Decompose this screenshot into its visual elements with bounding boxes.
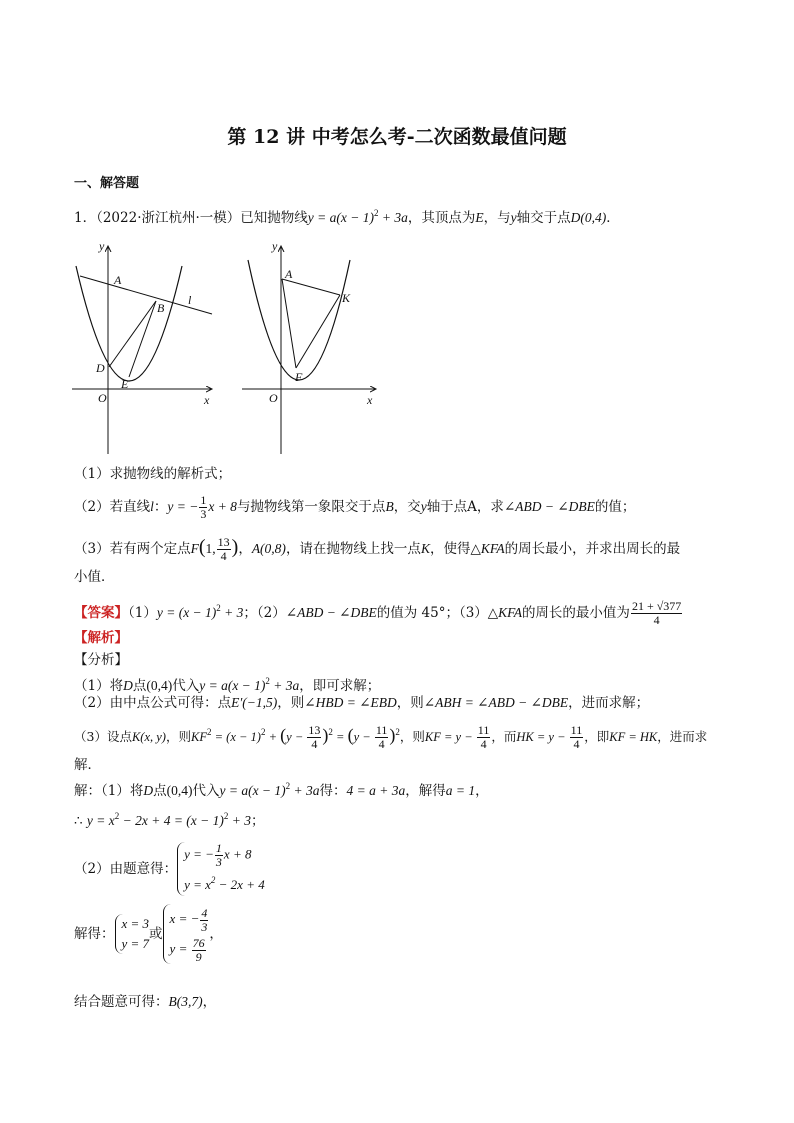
fraction: $\frac{11}{4}$ — [570, 723, 583, 751]
step-3-cont: 解． — [74, 757, 101, 773]
step-1: （1）将D点(0,4)代入$y = a(x - 1)^2 + 3a$，即可求解； — [74, 676, 381, 694]
fraction: $\frac{11}{4}$ — [375, 723, 388, 751]
parabola — [76, 266, 182, 381]
step-2: （2）由中点公式可得：点E′(−1,5)，则∠HBD = ∠EBD，则∠ABH = ∠ABD − ∠DBE，进而求解； — [74, 695, 650, 711]
label-E: E — [121, 377, 129, 391]
solution-2-conclusion: 结合题意可得：B(3,7)， — [74, 994, 217, 1010]
page-title: 第 12 讲 中考怎么考-二次函数最值问题 — [227, 126, 567, 148]
root-system-1: x = 3 y = 7 — [115, 914, 150, 954]
segment-FK — [296, 295, 340, 368]
fraction: $\frac{13}{4}$ — [217, 535, 230, 563]
label-x: x — [367, 393, 373, 407]
fraction: $\frac{13}{4}$ — [308, 723, 321, 751]
label-y: y — [272, 239, 278, 253]
analysis-tag: 【解析】 — [74, 630, 128, 646]
part-2: （2）若直线l：y = − $\frac{1}{3}$ x + 8与抛物线第一象限交于点B，交y轴于点A，求∠ABD − ∠DBE的值； — [74, 493, 636, 521]
part-1: （1）求抛物线的解析式； — [74, 466, 232, 482]
solution-2-roots: 解得： x = 3 y = 7 或 x = − $\frac{4}{3}$ y = $\frac{76}{9}$ ， — [74, 905, 223, 964]
fraction: $\frac{1}{3}$ — [200, 493, 207, 521]
figure-2 — [236, 236, 386, 456]
line-l — [80, 276, 212, 314]
fraction: $\frac{21 + √377}{4}$ — [631, 599, 682, 627]
segment-EB — [129, 301, 156, 377]
parabola — [248, 260, 350, 380]
question-number: 1． — [74, 210, 97, 226]
label-O: O — [269, 391, 278, 405]
label-x: x — [204, 393, 210, 407]
fraction: $\frac{11}{4}$ — [477, 723, 490, 751]
label-B: B — [157, 301, 165, 315]
label-O: O — [98, 391, 107, 405]
step-3: （3）设点K(x, y)，则$KF^2 = (x - 1)^2 + (y$ − $\frac{13}{4}$ )$^2$ = (y − $\frac{11}{4}$ )$^2$，则KF = y − $\frac{11}{4}$ ，而HK = y − $\frac{11}{4}$ ，即KF = HK，进而求 — [74, 723, 708, 751]
segment-AF — [282, 279, 296, 368]
part-3: （3）若有两个定点F(1, $\frac{13}{4}$ )，A(0,8)，请在抛物线上找一点K，使得△KFA的周长最小，并求出周长的最 — [74, 535, 681, 563]
section-heading: 一、解答题 — [74, 176, 140, 191]
question-stem: 1．（2022·浙江杭州·一模）已知抛物线$y = a(x - 1)^2 + 3a$，其顶点为E，与y轴交于点D(0,4)． — [74, 208, 620, 226]
label-D: D — [96, 361, 105, 375]
solution-1: 解：（1）将D点(0,4)代入$y = a(x - 1)^2 + 3a$得：4 = a + 3a，解得a = 1， — [74, 781, 489, 799]
solution-1-result: ∴ $y = x^2 - 2x + 4 = (x - 1)^2 + 3$； — [74, 811, 265, 829]
label-y: y — [99, 239, 105, 253]
segment-AK — [282, 279, 340, 295]
part-3-cont: 小值． — [74, 569, 115, 585]
segment-DB — [109, 301, 156, 367]
label-A: A — [285, 267, 293, 281]
analysis-subtag: 【分析】 — [74, 652, 128, 668]
label-K: K — [342, 291, 351, 305]
label-A: A — [114, 273, 122, 287]
answer: 【答案】$(1)y = (x - 1)^2 + 3$；（2）∠ABD − ∠DBE的值为 45°；（3）△KFA的周长的最小值为 $\frac{21 + √377}{4}$ — [74, 599, 682, 627]
root-system-2: x = − $\frac{4}{3}$ y = $\frac{76}{9}$ — [163, 904, 210, 964]
solution-2-system: （2）由题意得： y = − $\frac{1}{3}$ x + 8 $y = x^2 - 2x + 4$ — [74, 842, 265, 896]
answer-tag: 【答案】 — [74, 605, 128, 621]
figure-1 — [66, 236, 226, 456]
equation-system: y = − $\frac{1}{3}$ x + 8 $y = x^2 - 2x + 4$ — [177, 842, 265, 896]
label-F: F — [295, 370, 303, 384]
label-l: l — [188, 293, 192, 307]
